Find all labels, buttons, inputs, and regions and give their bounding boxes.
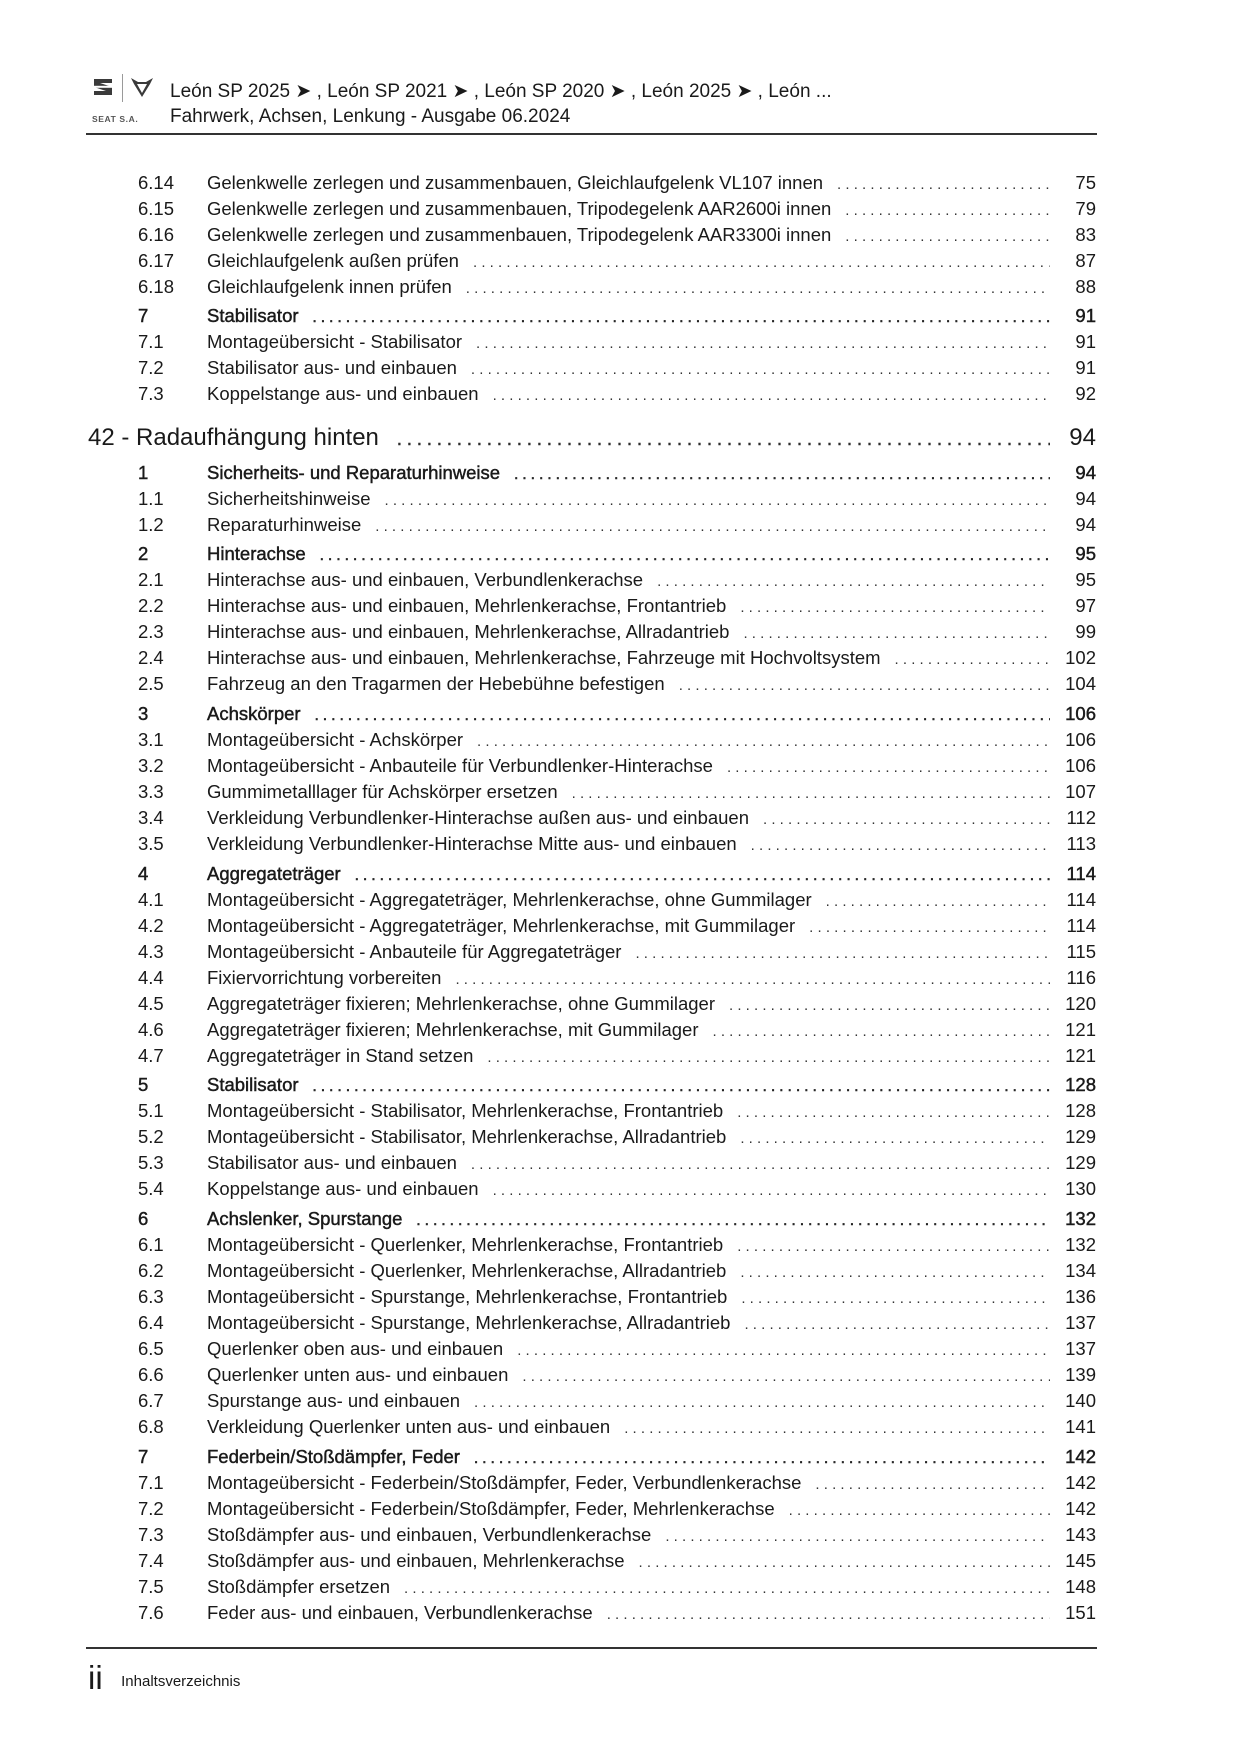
dot-leader: [487, 1049, 1050, 1066]
toc-entry-title: Montageübersicht - Aggregateträger, Mehrlenkerachse, mit Gummilager: [207, 915, 796, 936]
toc-entry-title: Verkleidung Verbundlenker-Hinterachse außen aus- und einbauen: [207, 807, 750, 828]
dot-leader: [493, 1182, 1050, 1199]
document-models-title: León SP 2025 ➤ , León SP 2021 ➤ , León SP 2020 ➤ , León 2025 ➤ , León ...: [170, 81, 832, 102]
dot-leader: [466, 280, 1050, 297]
dot-leader: [740, 599, 1050, 616]
dot-leader: [895, 651, 1050, 668]
toc-subsection-entry[interactable]: [138, 224, 1096, 248]
toc-entry-title: Aggregateträger: [207, 863, 341, 884]
cupra-logo-icon: [130, 75, 154, 99]
toc-entry-page: 148: [1065, 1576, 1096, 1597]
toc-entry-number: 4.1: [138, 889, 164, 910]
toc-section-entry[interactable]: [138, 703, 1096, 727]
toc-entry-number: 1.2: [138, 514, 164, 535]
toc-entry-page: 141: [1065, 1416, 1096, 1437]
toc-entry-number: 6.8: [138, 1416, 164, 1437]
dot-leader: [313, 309, 1050, 326]
toc-entry-number: 7.1: [138, 1472, 164, 1493]
toc-entry-number: 7.1: [138, 331, 164, 352]
dot-leader: [826, 893, 1050, 910]
toc-entry-page: 128: [1065, 1100, 1096, 1121]
dot-leader: [473, 254, 1050, 271]
dot-leader: [740, 1130, 1050, 1147]
toc-entry-title: Montageübersicht - Stabilisator: [207, 331, 463, 352]
toc-entry-title: Montageübersicht - Stabilisator, Mehrlenkerachse, Allradantrieb: [207, 1126, 727, 1147]
toc-entry-page: 88: [1075, 276, 1096, 297]
toc-entry-title: Hinterachse aus- und einbauen, Verbundlenkerachse: [207, 569, 644, 590]
toc-entry-page: 94: [1069, 424, 1096, 451]
toc-entry-page: 145: [1065, 1550, 1096, 1571]
toc-entry-page: 142: [1065, 1498, 1096, 1519]
toc-entry-page: 113: [1066, 833, 1096, 854]
toc-entry-page: 94: [1075, 514, 1096, 535]
toc-entry-number: 2.1: [138, 569, 164, 590]
toc-entry-page: 116: [1066, 967, 1096, 988]
toc-entry-page: 91: [1075, 305, 1096, 326]
toc-subsection-entry[interactable]: [138, 383, 1096, 407]
toc-entry-title: Hinterachse aus- und einbauen, Mehrlenkerachse, Allradantrieb: [207, 621, 730, 642]
toc-entry-title: Querlenker unten aus- und einbauen: [207, 1364, 509, 1385]
dot-leader: [837, 176, 1050, 193]
dot-leader: [416, 1212, 1050, 1229]
toc-entry-page: 95: [1075, 569, 1096, 590]
toc-entry-page: 132: [1065, 1208, 1096, 1229]
toc-section-entry[interactable]: [138, 1446, 1096, 1470]
toc-entry-number: 3.1: [138, 729, 164, 750]
toc-entry-title: Aggregateträger fixieren; Mehrlenkerachse, mit Gummilager: [207, 1019, 699, 1040]
toc-entry-page: 102: [1065, 647, 1096, 668]
toc-entry-number: 5.3: [138, 1152, 164, 1173]
toc-entry-number: 6.4: [138, 1312, 164, 1333]
toc-subsection-entry[interactable]: [138, 595, 1096, 619]
toc-entry-number: 2.3: [138, 621, 164, 642]
toc-subsection-entry[interactable]: [138, 357, 1096, 381]
toc-subsection-entry[interactable]: [138, 331, 1096, 355]
toc-subsection-entry[interactable]: [138, 781, 1096, 805]
toc-entry-page: 120: [1065, 993, 1096, 1014]
toc-subsection-entry[interactable]: [138, 1286, 1096, 1310]
dot-leader: [743, 625, 1050, 642]
toc-entry-number: 6.2: [138, 1260, 164, 1281]
toc-subsection-entry[interactable]: [138, 1234, 1096, 1258]
toc-entry-number: 5: [138, 1074, 149, 1095]
toc-entry-number: 7.2: [138, 357, 164, 378]
dot-leader: [385, 492, 1050, 509]
toc-subsection-entry[interactable]: [138, 198, 1096, 222]
toc-entry-number: 7: [138, 1446, 149, 1467]
toc-entry-page: 139: [1065, 1364, 1096, 1385]
toc-entry-title: Gelenkwelle zerlegen und zusammenbauen, Tripodegelenk AAR2600i innen: [207, 198, 832, 219]
toc-entry-title: Koppelstange aus- und einbauen: [207, 383, 479, 404]
header-divider: [86, 133, 1097, 135]
toc-subsection-entry[interactable]: [138, 1498, 1096, 1522]
toc-subsection-entry[interactable]: [138, 1019, 1096, 1043]
toc-subsection-entry[interactable]: [138, 1338, 1096, 1362]
toc-entry-title: Stabilisator aus- und einbauen: [207, 1152, 457, 1173]
toc-entry-number: 4.2: [138, 915, 164, 936]
toc-entry-number: 5.1: [138, 1100, 164, 1121]
dot-leader: [639, 1554, 1050, 1571]
toc-entry-number: 3: [138, 703, 149, 724]
toc-subsection-entry[interactable]: [138, 1100, 1096, 1124]
toc-entry-number: 5.4: [138, 1178, 164, 1199]
toc-entry-number: 7.4: [138, 1550, 164, 1571]
page-footer: [88, 1660, 240, 1700]
toc-subsection-entry[interactable]: [138, 1312, 1096, 1336]
toc-entry-number: 3.5: [138, 833, 164, 854]
dot-leader: [751, 837, 1050, 854]
footer-section-label: Inhaltsverzeichnis: [121, 1673, 241, 1690]
toc-subsection-entry[interactable]: [138, 993, 1096, 1017]
toc-entry-number: 2.4: [138, 647, 164, 668]
toc-entry-title: Verkleidung Querlenker unten aus- und einbauen: [207, 1416, 611, 1437]
toc-subsection-entry[interactable]: [138, 1045, 1096, 1069]
toc-entry-page: 106: [1065, 755, 1096, 776]
toc-section-entry[interactable]: [138, 462, 1096, 486]
toc-entry-title: Hinterachse: [207, 543, 306, 564]
dot-leader: [474, 1450, 1050, 1467]
dot-leader: [624, 1420, 1050, 1437]
dot-leader: [635, 945, 1050, 962]
toc-entry-page: 134: [1065, 1260, 1096, 1281]
toc-entry-number: 4.7: [138, 1045, 164, 1066]
toc-subsection-entry[interactable]: [138, 673, 1096, 697]
toc-entry-number: 2: [138, 543, 149, 564]
toc-entry-page: 79: [1075, 198, 1096, 219]
dot-leader: [763, 811, 1050, 828]
toc-entry-page: 95: [1075, 543, 1096, 564]
dot-leader: [477, 733, 1050, 750]
toc-entry-title: Montageübersicht - Anbauteile für Aggregateträger: [207, 941, 622, 962]
toc-entry-number: 6.18: [138, 276, 175, 297]
toc-entry-title: Hinterachse aus- und einbauen, Mehrlenkerachse, Fahrzeuge mit Hochvoltsystem: [207, 647, 881, 668]
toc-entry-number: 5.2: [138, 1126, 164, 1147]
toc-entry-title: Federbein/Stoßdämpfer, Feder: [207, 1446, 460, 1467]
toc-entry-number: 6.3: [138, 1286, 164, 1307]
toc-entry-title: Achslenker, Spurstange: [207, 1208, 403, 1229]
toc-subsection-entry[interactable]: [138, 1524, 1096, 1548]
dot-leader: [727, 759, 1050, 776]
toc-entry-number: 4.4: [138, 967, 164, 988]
toc-subsection-entry[interactable]: [138, 488, 1096, 512]
toc-entry-page: 112: [1066, 807, 1096, 828]
toc-entry-title: Stabilisator aus- und einbauen: [207, 357, 457, 378]
toc-subsection-entry[interactable]: [138, 1364, 1096, 1388]
toc-entry-page: 106: [1065, 729, 1096, 750]
dot-leader: [375, 518, 1050, 535]
toc-subsection-entry[interactable]: [138, 1178, 1096, 1202]
toc-entry-number: 6.15: [138, 198, 175, 219]
page-number: ii: [88, 1659, 103, 1696]
dot-leader: [729, 997, 1050, 1014]
toc-entry-title: Gelenkwelle zerlegen und zusammenbauen, Gleichlaufgelenk VL107 innen: [207, 172, 824, 193]
toc-subsection-entry[interactable]: [138, 276, 1096, 300]
toc-entry-page: 107: [1065, 781, 1096, 802]
dot-leader: [471, 361, 1050, 378]
toc-entry-number: 4: [138, 863, 149, 884]
toc-entry-title: Hinterachse aus- und einbauen, Mehrlenkerachse, Frontantrieb: [207, 595, 727, 616]
dot-leader: [815, 1476, 1050, 1493]
dot-leader: [713, 1023, 1051, 1040]
toc-subsection-entry[interactable]: [138, 889, 1096, 913]
toc-subsection-entry[interactable]: [138, 807, 1096, 831]
toc-section-entry[interactable]: [138, 1074, 1096, 1098]
toc-entry-page: 129: [1065, 1152, 1096, 1173]
toc-entry-number: 3.3: [138, 781, 164, 802]
toc-entry-page: 142: [1065, 1472, 1096, 1493]
toc-entry-number: 6.6: [138, 1364, 164, 1385]
dot-leader: [476, 335, 1050, 352]
toc-entry-page: 137: [1065, 1312, 1096, 1333]
toc-entry-page: 114: [1066, 863, 1096, 884]
dot-leader: [845, 228, 1050, 245]
dot-leader: [657, 573, 1050, 590]
dot-leader: [744, 1316, 1050, 1333]
toc-entry-page: 97: [1075, 595, 1096, 616]
toc-entry-title: Stoßdämpfer aus- und einbauen, Verbundlenkerachse: [207, 1524, 652, 1545]
toc-subsection-entry[interactable]: [138, 647, 1096, 671]
toc-subsection-entry[interactable]: [138, 755, 1096, 779]
dot-leader: [741, 1290, 1050, 1307]
toc-entry-title: Montageübersicht - Querlenker, Mehrlenkerachse, Frontantrieb: [207, 1234, 724, 1255]
toc-entry-number: 7.2: [138, 1498, 164, 1519]
toc-entry-number: 6.5: [138, 1338, 164, 1359]
toc-entry-title: Koppelstange aus- und einbauen: [207, 1178, 479, 1199]
toc-entry-page: 128: [1065, 1074, 1096, 1095]
toc-subsection-entry[interactable]: [138, 1126, 1096, 1150]
toc-subsection-entry[interactable]: [138, 1550, 1096, 1574]
dot-leader: [493, 387, 1050, 404]
toc-subsection-entry[interactable]: [138, 729, 1096, 753]
toc-entry-title: Stabilisator: [207, 1074, 299, 1095]
toc-entry-title: Stabilisator: [207, 305, 299, 326]
toc-entry-page: 94: [1075, 488, 1096, 509]
dot-leader: [522, 1368, 1050, 1385]
toc-subsection-entry[interactable]: [138, 172, 1096, 196]
toc-entry-title: Montageübersicht - Querlenker, Mehrlenkerachse, Allradantrieb: [207, 1260, 727, 1281]
toc-entry-title: Verkleidung Verbundlenker-Hinterachse Mitte aus- und einbauen: [207, 833, 737, 854]
toc-entry-page: 121: [1065, 1045, 1096, 1066]
toc-entry-page: 92: [1075, 383, 1096, 404]
toc-section-entry[interactable]: [138, 863, 1096, 887]
toc-section-entry[interactable]: [138, 305, 1096, 329]
toc-entry-title: Spurstange aus- und einbauen: [207, 1390, 461, 1411]
dot-leader: [572, 785, 1050, 802]
toc-entry-number: 7.3: [138, 1524, 164, 1545]
dot-leader: [404, 1580, 1050, 1597]
toc-entry-title: Sicherheits- und Reparaturhinweise: [207, 462, 501, 483]
logo-divider: [122, 74, 123, 102]
toc-entry-page: 132: [1065, 1234, 1096, 1255]
toc-entry-title: Querlenker oben aus- und einbauen: [207, 1338, 504, 1359]
dot-leader: [315, 707, 1050, 724]
toc-chapter-entry[interactable]: [88, 424, 1096, 456]
toc-entry-page: 140: [1065, 1390, 1096, 1411]
toc-entry-title: Montageübersicht - Achskörper: [207, 729, 464, 750]
toc-entry-page: 104: [1065, 673, 1096, 694]
page-header: [86, 68, 1097, 134]
toc-entry-page: 114: [1066, 915, 1096, 936]
dot-leader: [665, 1528, 1050, 1545]
toc-entry-title: Gleichlaufgelenk innen prüfen: [207, 276, 452, 297]
dot-leader: [789, 1502, 1050, 1519]
toc-subsection-entry[interactable]: [138, 915, 1096, 939]
footer-divider: [86, 1647, 1097, 1649]
toc-entry-number: 2.5: [138, 673, 164, 694]
dot-leader: [517, 1342, 1050, 1359]
toc-entry-page: 83: [1075, 224, 1096, 245]
dot-leader: [740, 1264, 1050, 1281]
dot-leader: [455, 971, 1050, 988]
toc-entry-title: Stoßdämpfer aus- und einbauen, Mehrlenkerachse: [207, 1550, 625, 1571]
toc-entry-title: Montageübersicht - Stabilisator, Mehrlenkerachse, Frontantrieb: [207, 1100, 724, 1121]
dot-leader: [355, 867, 1050, 884]
toc-entry-title: Sicherheitshinweise: [207, 488, 371, 509]
toc-entry-page: 121: [1065, 1019, 1096, 1040]
toc-subsection-entry[interactable]: [138, 1602, 1096, 1626]
toc-entry-title: Fixiervorrichtung vorbereiten: [207, 967, 442, 988]
toc-entry-title: Achskörper: [207, 703, 301, 724]
toc-entry-title: Gelenkwelle zerlegen und zusammenbauen, Tripodegelenk AAR3300i innen: [207, 224, 832, 245]
dot-leader: [514, 466, 1050, 483]
toc-entry-title: 42 - Radaufhängung hinten: [88, 424, 379, 451]
toc-section-entry[interactable]: [138, 543, 1096, 567]
dot-leader: [471, 1156, 1050, 1173]
dot-leader: [474, 1394, 1050, 1411]
toc-entry-title: Montageübersicht - Federbein/Stoßdämpfer, Feder, Mehrlenkerachse: [207, 1498, 775, 1519]
toc-entry-number: 1: [138, 462, 149, 483]
toc-subsection-entry[interactable]: [138, 1390, 1096, 1414]
dot-leader: [737, 1104, 1050, 1121]
toc-subsection-entry[interactable]: [138, 514, 1096, 538]
toc-entry-title: Stoßdämpfer ersetzen: [207, 1576, 391, 1597]
toc-entry-title: Gummimetalllager für Achskörper ersetzen: [207, 781, 558, 802]
toc-entry-number: 6.14: [138, 172, 175, 193]
toc-entry-number: 4.5: [138, 993, 164, 1014]
dot-leader: [320, 547, 1050, 564]
toc-entry-title: Aggregateträger fixieren; Mehrlenkerachse, ohne Gummilager: [207, 993, 715, 1014]
dot-leader: [737, 1238, 1050, 1255]
toc-entry-page: 106: [1065, 703, 1096, 724]
toc-entry-page: 151: [1065, 1602, 1096, 1623]
toc-subsection-entry[interactable]: [138, 569, 1096, 593]
toc-entry-number: 4.3: [138, 941, 164, 962]
toc-entry-title: Montageübersicht - Anbauteile für Verbundlenker-Hinterachse: [207, 755, 713, 776]
toc-entry-number: 6.1: [138, 1234, 164, 1255]
toc-entry-page: 136: [1065, 1286, 1096, 1307]
toc-entry-number: 7: [138, 305, 149, 326]
toc-entry-page: 114: [1066, 889, 1096, 910]
toc-entry-title: Montageübersicht - Spurstange, Mehrlenkerachse, Frontantrieb: [207, 1286, 728, 1307]
toc-subsection-entry[interactable]: [138, 941, 1096, 965]
toc-entry-number: 6.16: [138, 224, 175, 245]
toc-entry-title: Reparaturhinweise: [207, 514, 362, 535]
toc-entry-number: 6.7: [138, 1390, 164, 1411]
toc-section-entry[interactable]: [138, 1208, 1096, 1232]
dot-leader: [845, 202, 1050, 219]
seat-logo-icon: [92, 76, 114, 98]
toc-entry-page: 91: [1075, 357, 1096, 378]
toc-entry-page: 129: [1065, 1126, 1096, 1147]
toc-entry-page: 99: [1075, 621, 1096, 642]
toc-entry-page: 137: [1065, 1338, 1096, 1359]
toc-entry-page: 130: [1065, 1178, 1096, 1199]
dot-leader: [809, 919, 1050, 936]
toc-entry-number: 3.2: [138, 755, 164, 776]
toc-entry-number: 6: [138, 1208, 149, 1229]
toc-subsection-entry[interactable]: [138, 1576, 1096, 1600]
brand-name: SEAT S.A.: [92, 114, 139, 124]
toc-entry-title: Feder aus- und einbauen, Verbundlenkerachse: [207, 1602, 593, 1623]
dot-leader: [679, 677, 1050, 694]
toc-entry-number: 1.1: [138, 488, 164, 509]
dot-leader: [397, 429, 1050, 450]
toc-subsection-entry[interactable]: [138, 1152, 1096, 1176]
dot-leader: [607, 1606, 1050, 1623]
toc-subsection-entry[interactable]: [138, 1416, 1096, 1440]
toc-entry-number: 6.17: [138, 250, 175, 271]
toc-entry-number: 7.5: [138, 1576, 164, 1597]
toc-entry-title: Fahrzeug an den Tragarmen der Hebebühne befestigen: [207, 673, 665, 694]
toc-entry-title: Montageübersicht - Aggregateträger, Mehrlenkerachse, ohne Gummilager: [207, 889, 812, 910]
toc-entry-page: 91: [1075, 331, 1096, 352]
toc-entry-page: 115: [1066, 941, 1096, 962]
toc-subsection-entry[interactable]: [138, 833, 1096, 857]
toc-entry-number: 7.6: [138, 1602, 164, 1623]
toc-entry-number: 2.2: [138, 595, 164, 616]
toc-subsection-entry[interactable]: [138, 1260, 1096, 1284]
brand-logo: [92, 74, 158, 128]
toc-subsection-entry[interactable]: [138, 250, 1096, 274]
toc-entry-page: 142: [1065, 1446, 1096, 1467]
toc-entry-title: Montageübersicht - Spurstange, Mehrlenkerachse, Allradantrieb: [207, 1312, 731, 1333]
toc-subsection-entry[interactable]: [138, 967, 1096, 991]
toc-subsection-entry[interactable]: [138, 1472, 1096, 1496]
toc-entry-number: 7.3: [138, 383, 164, 404]
toc-entry-page: 94: [1075, 462, 1096, 483]
dot-leader: [313, 1078, 1050, 1095]
toc-entry-number: 4.6: [138, 1019, 164, 1040]
toc-entry-title: Montageübersicht - Federbein/Stoßdämpfer, Feder, Verbundlenkerachse: [207, 1472, 802, 1493]
toc-entry-page: 75: [1075, 172, 1096, 193]
toc-subsection-entry[interactable]: [138, 621, 1096, 645]
toc-entry-page: 87: [1075, 250, 1096, 271]
document-subtitle: Fahrwerk, Achsen, Lenkung - Ausgabe 06.2024: [170, 106, 571, 127]
toc-entry-title: Gleichlaufgelenk außen prüfen: [207, 250, 459, 271]
toc-entry-number: 3.4: [138, 807, 164, 828]
toc-entry-page: 143: [1065, 1524, 1096, 1545]
toc-entry-title: Aggregateträger in Stand setzen: [207, 1045, 474, 1066]
